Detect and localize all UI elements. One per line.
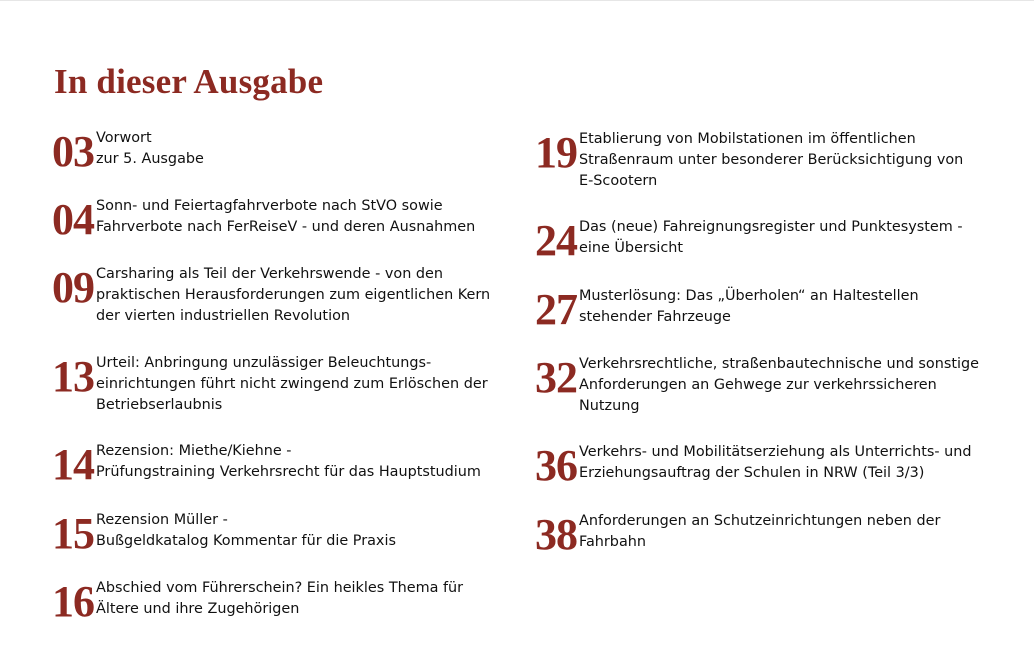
entry-line: Betriebserlaubnis [96, 397, 223, 413]
entry-line: Carsharing als Teil der Verkehrswende - von den [96, 266, 444, 282]
entry-title [96, 510, 396, 552]
toc-entry-03[interactable] [52, 127, 204, 176]
entry-line: praktischen Herausforderungen zum eigentlichen Kern [96, 287, 491, 303]
toc-entry-13[interactable] [52, 353, 488, 416]
page-number: 14 [52, 440, 94, 489]
entry-title [96, 128, 204, 170]
toc-entry-09[interactable] [52, 264, 490, 327]
entry-line: Prüfungstraining Verkehrsrecht für das Hauptstudium [96, 464, 481, 480]
entry-line: Straßenraum unter besonderer Berücksichtigung von [579, 152, 964, 168]
entry-line: Das (neue) Fahreignungsregister und Punktesystem - [579, 219, 963, 235]
toc-entry-27[interactable] [535, 285, 919, 334]
entry-title [96, 353, 488, 416]
entry-line: Anforderungen an Schutzeinrichtungen neben der [579, 513, 941, 529]
top-divider [0, 0, 1034, 1]
entry-line: eine Übersicht [579, 240, 684, 256]
page-number: 03 [52, 127, 94, 176]
toc-entry-36[interactable] [535, 441, 972, 490]
page-number: 19 [535, 128, 577, 177]
page-number: 24 [535, 216, 577, 265]
toc-entry-32[interactable] [535, 354, 979, 417]
entry-title [96, 264, 490, 327]
entry-title [579, 511, 940, 553]
toc-entry-16[interactable] [52, 577, 464, 626]
entry-line: zur 5. Ausgabe [96, 151, 204, 167]
entry-line: Rezension Müller - [96, 512, 228, 528]
toc-entry-24[interactable] [535, 216, 963, 265]
toc-entry-38[interactable] [535, 510, 941, 559]
entry-line: E-Scootern [579, 173, 658, 189]
entry-title [579, 129, 963, 192]
entry-line: Bußgeldkatalog Kommentar für die Praxis [96, 533, 396, 549]
page-number: 15 [52, 509, 94, 558]
entry-line: der vierten industriellen Revolution [96, 308, 350, 324]
page-title: In dieser Ausgabe [54, 62, 324, 101]
entry-title [579, 354, 979, 417]
page-number: 16 [52, 577, 94, 626]
page-number: 13 [52, 352, 94, 401]
entry-line: Rezension: Miethe/Kiehne - [96, 443, 292, 459]
entry-line: Sonn- und Feiertagfahrverbote nach StVO sowie [96, 198, 443, 214]
page-number: 36 [535, 441, 577, 490]
entry-line: Ältere und ihre Zugehörigen [96, 601, 300, 617]
entry-line: Vorwort [96, 130, 152, 146]
entry-line: Anforderungen an Gehwege zur verkehrssicheren [579, 377, 937, 393]
entry-line: Musterlösung: Das „Überholen“ an Haltestellen [579, 288, 919, 304]
toc-entry-04[interactable] [52, 195, 476, 244]
entry-line: Verkehrsrechtliche, straßenbautechnische und sonstige [579, 356, 979, 372]
toc-entry-14[interactable] [52, 440, 481, 489]
entry-line: Fahrbahn [579, 534, 647, 550]
entry-line: Abschied vom Führerschein? Ein heikles Thema für [96, 580, 464, 596]
page-number: 04 [52, 195, 94, 244]
entry-line: Verkehrs- und Mobilitätserziehung als Unterrichts- und [579, 444, 972, 460]
entry-line: Fahrverbote nach FerReiseV - und deren Ausnahmen [96, 219, 476, 235]
page-number: 38 [535, 510, 577, 559]
page-number: 32 [535, 353, 577, 402]
entry-line: einrichtungen führt nicht zwingend zum Erlöschen der [96, 376, 488, 392]
entry-line: Erziehungsauftrag der Schulen in NRW (Teil 3/3) [579, 465, 925, 481]
toc-entry-15[interactable] [52, 509, 396, 558]
entry-line: Nutzung [579, 398, 640, 414]
entry-title [579, 286, 919, 328]
page-number: 27 [535, 285, 577, 334]
entry-title [96, 441, 481, 483]
entry-title [579, 217, 963, 259]
entry-title [579, 442, 972, 484]
toc-entry-19[interactable] [535, 129, 963, 192]
page-number: 09 [52, 263, 94, 312]
entry-line: stehender Fahrzeuge [579, 309, 731, 325]
entry-title [96, 578, 463, 620]
entry-title [96, 196, 475, 238]
entry-line: Etablierung von Mobilstationen im öffentlichen [579, 131, 916, 147]
entry-line: Urteil: Anbringung unzulässiger Beleuchtungs- [96, 355, 432, 371]
